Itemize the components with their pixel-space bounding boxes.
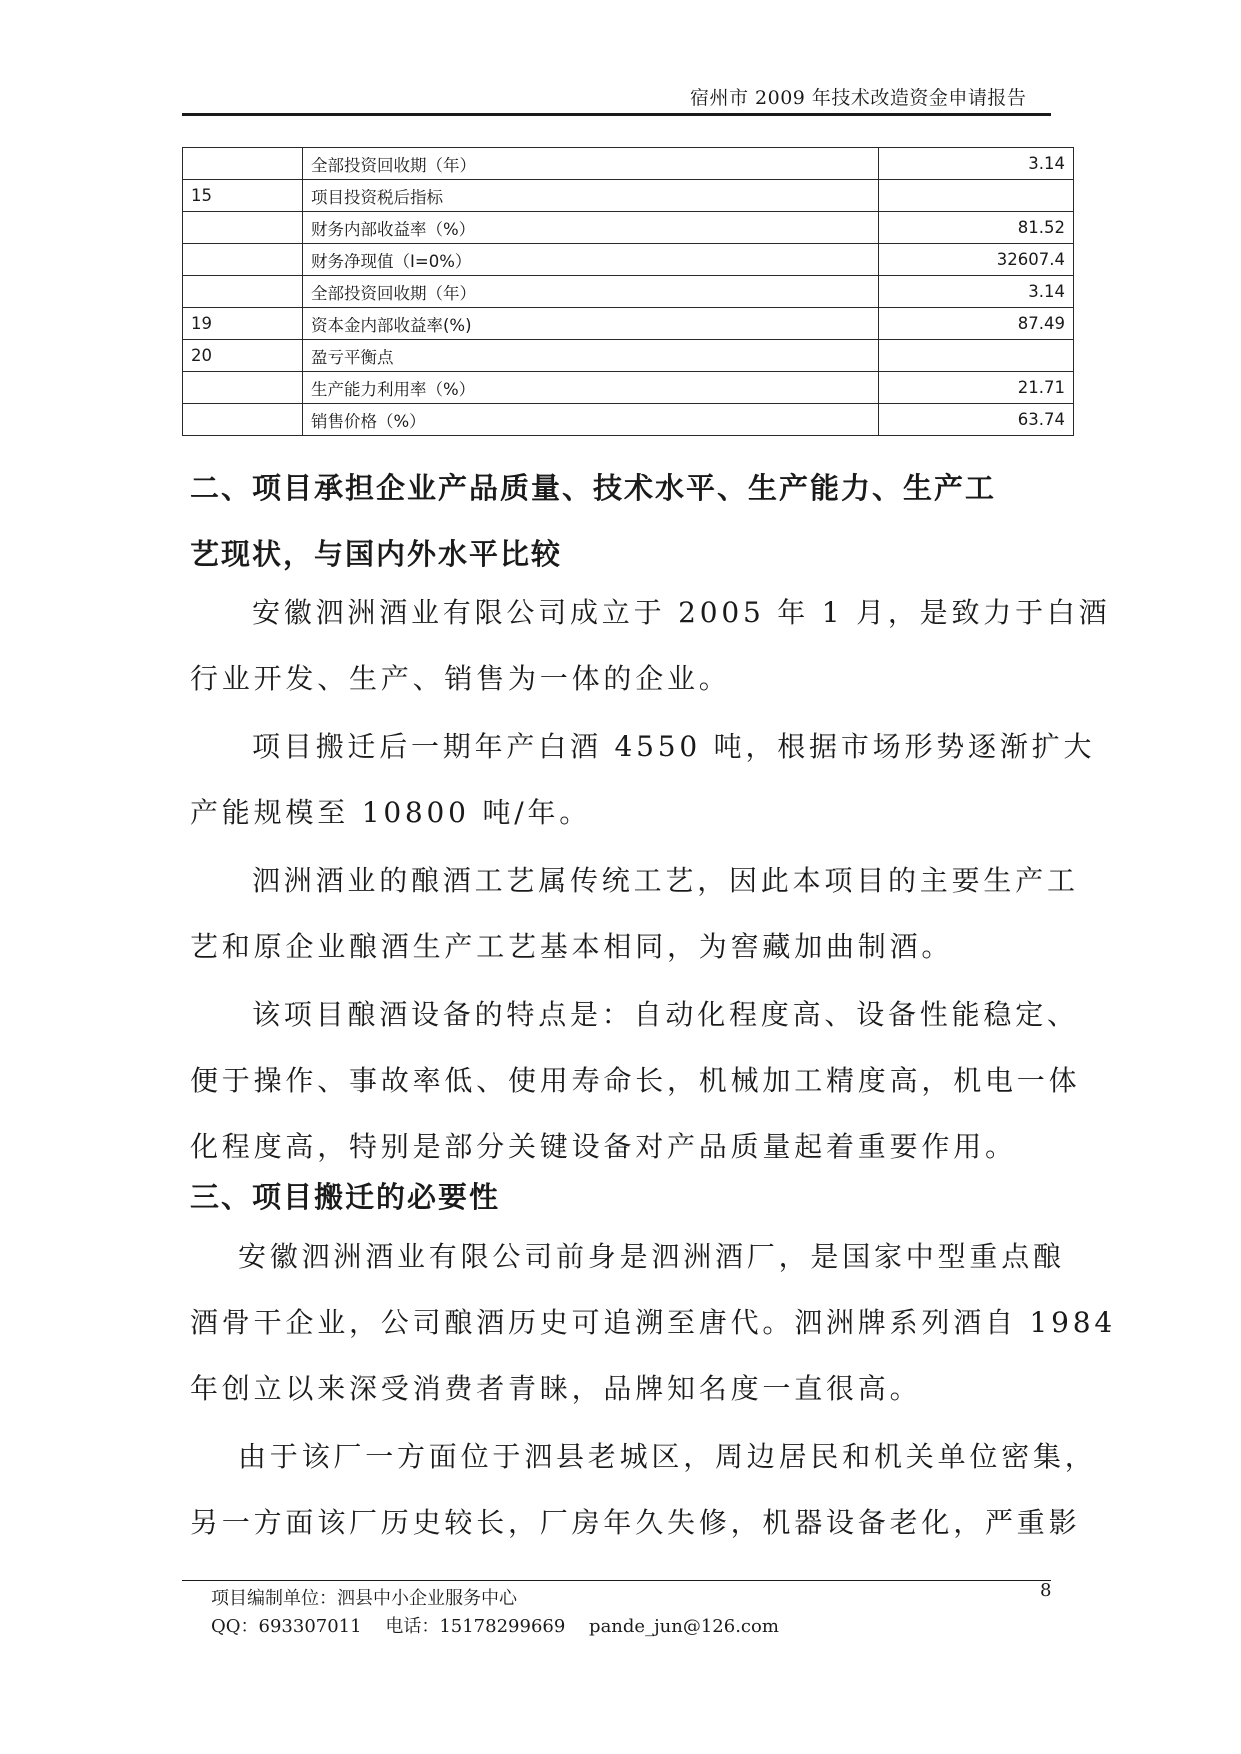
paragraph-line: 酒骨干企业，公司酿酒历史可追溯至唐代。泗洲牌系列酒自 1984 bbox=[190, 1306, 1116, 1339]
table-row bbox=[183, 180, 1074, 212]
row-number: 20 bbox=[183, 340, 303, 372]
section-2-paragraph-1 bbox=[190, 580, 1111, 712]
indicator-value: 3.14 bbox=[879, 148, 1074, 180]
indicator-name: 盈亏平衡点 bbox=[303, 340, 879, 372]
indicator-value: 32607.4 bbox=[879, 244, 1074, 276]
indicator-value: 63.74 bbox=[879, 404, 1074, 436]
row-number bbox=[183, 148, 303, 180]
indicator-name: 项目投资税后指标 bbox=[303, 180, 879, 212]
indicator-name: 全部投资回收期（年） bbox=[303, 276, 879, 308]
indicator-value: 21.71 bbox=[879, 372, 1074, 404]
paragraph-line: 另一方面该厂历史较长，厂房年久失修，机器设备老化，严重影 bbox=[190, 1506, 1081, 1539]
paragraph-line: 便于操作、事故率低、使用寿命长，机械加工精度高，机电一体 bbox=[190, 1064, 1081, 1097]
indicator-name: 财务内部收益率（%） bbox=[303, 212, 879, 244]
indicator-value bbox=[879, 340, 1074, 372]
row-number: 19 bbox=[183, 308, 303, 340]
footer-contact bbox=[211, 1612, 793, 1638]
indicator-name: 销售价格（%） bbox=[303, 404, 879, 436]
paragraph-line: 产能规模至 10800 吨/年。 bbox=[190, 796, 592, 829]
table-row bbox=[183, 404, 1074, 436]
footer-qq: QQ：693307011 bbox=[211, 1616, 362, 1637]
paragraph-line: 安徽泗洲酒业有限公司前身是泗洲酒厂，是国家中型重点酿 bbox=[238, 1240, 1065, 1273]
paragraph-line: 泗洲酒业的酿酒工艺属传统工艺，因此本项目的主要生产工 bbox=[252, 864, 1079, 897]
indicator-name: 资本金内部收益率(%) bbox=[303, 308, 879, 340]
section-2-heading-line-1: 二、项目承担企业产品质量、技术水平、生产能力、生产工 bbox=[190, 471, 997, 505]
indicator-value: 87.49 bbox=[879, 308, 1074, 340]
section-3-heading: 三、项目搬迁的必要性 bbox=[190, 1180, 501, 1214]
running-header: 宿州市 2009 年技术改造资金申请报告 bbox=[690, 87, 1027, 109]
paragraph-line: 该项目酿酒设备的特点是：自动化程度高、设备性能稳定、 bbox=[252, 998, 1079, 1031]
table-row bbox=[183, 148, 1074, 180]
paragraph-line: 安徽泗洲酒业有限公司成立于 2005 年 1 月，是致力于白酒 bbox=[252, 596, 1111, 629]
paragraph-line: 项目搬迁后一期年产白酒 4550 吨，根据市场形势逐渐扩大 bbox=[252, 730, 1096, 763]
table-row bbox=[183, 212, 1074, 244]
row-number bbox=[183, 244, 303, 276]
indicator-name: 生产能力利用率（%） bbox=[303, 372, 879, 404]
table-row bbox=[183, 308, 1074, 340]
financial-indicators-table bbox=[182, 147, 1074, 436]
paragraph-line: 由于该厂一方面位于泗县老城区，周边居民和机关单位密集， bbox=[238, 1440, 1097, 1473]
paragraph-line: 艺和原企业酿酒生产工艺基本相同，为窖藏加曲制酒。 bbox=[190, 930, 954, 963]
table-row bbox=[183, 276, 1074, 308]
footer-phone: 电话：15178299669 bbox=[385, 1616, 566, 1637]
row-number bbox=[183, 372, 303, 404]
footer-organization: 项目编制单位：泗县中小企业服务中心 bbox=[211, 1588, 517, 1609]
paragraph-line: 年创立以来深受消费者青睐，品牌知名度一直很高。 bbox=[190, 1372, 922, 1405]
section-2-paragraph-3 bbox=[190, 848, 1079, 980]
paragraph-line: 行业开发、生产、销售为一体的企业。 bbox=[190, 662, 731, 695]
table-row bbox=[183, 372, 1074, 404]
row-number: 15 bbox=[183, 180, 303, 212]
section-2-paragraph-4 bbox=[190, 982, 1081, 1180]
section-3-paragraph-1 bbox=[190, 1224, 1116, 1422]
row-number bbox=[183, 212, 303, 244]
indicator-value bbox=[879, 180, 1074, 212]
section-2-heading-line-2: 艺现状，与国内外水平比较 bbox=[190, 537, 563, 571]
row-number bbox=[183, 404, 303, 436]
header-divider bbox=[182, 113, 1051, 116]
section-3-paragraph-2 bbox=[190, 1424, 1097, 1556]
indicator-name: 财务净现值（I=0%） bbox=[303, 244, 879, 276]
table-row bbox=[183, 340, 1074, 372]
table-row bbox=[183, 244, 1074, 276]
indicator-value: 3.14 bbox=[879, 276, 1074, 308]
footer-divider bbox=[182, 1580, 1051, 1581]
row-number bbox=[183, 276, 303, 308]
indicator-name: 全部投资回收期（年） bbox=[303, 148, 879, 180]
footer-email[interactable]: pande_jun@126.com bbox=[589, 1616, 779, 1637]
indicator-value: 81.52 bbox=[879, 212, 1074, 244]
page-number: 8 bbox=[1040, 1580, 1052, 1601]
paragraph-line: 化程度高，特别是部分关键设备对产品质量起着重要作用。 bbox=[190, 1130, 1017, 1163]
section-2-paragraph-2 bbox=[190, 714, 1096, 846]
